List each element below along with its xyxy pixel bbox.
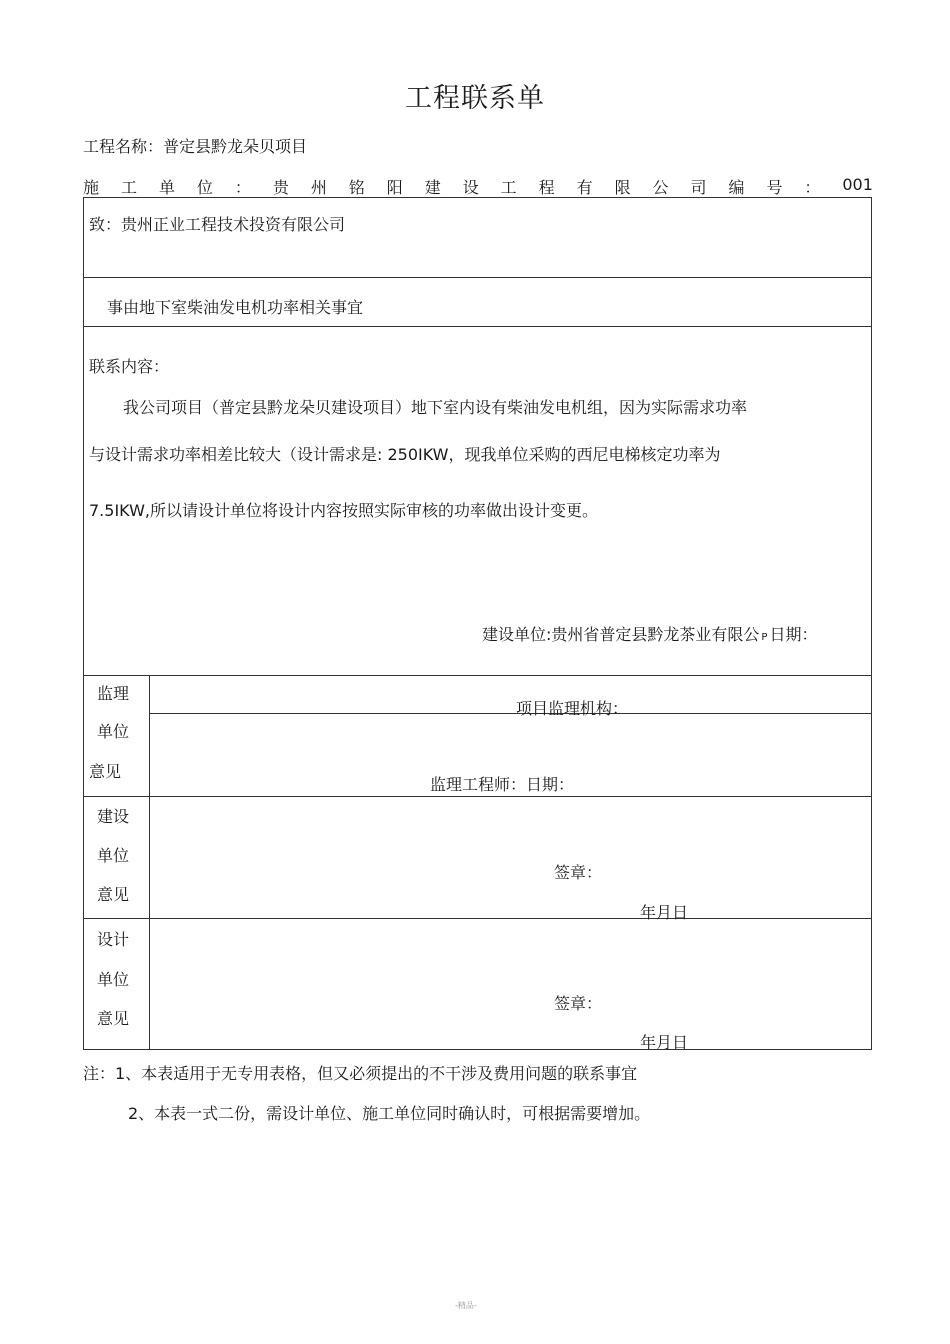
unit-char: 阳 (386, 178, 403, 197)
footer-mark: -精品- (455, 1301, 477, 1310)
row-divider (83, 326, 872, 327)
unit-char: 铭 (348, 178, 365, 197)
construction-label-line: 意见 (97, 885, 130, 904)
construction-label-line: 建设 (97, 807, 130, 826)
table-border-left (83, 197, 84, 1050)
unit-char: 建 (424, 178, 441, 197)
table-border-bottom (83, 1049, 872, 1050)
subject: 事由地下室柴油发电机功率相关事宜 (107, 298, 364, 317)
unit-char: 贵 (272, 178, 289, 197)
document-number: 001 (842, 175, 873, 194)
signature-p: P (761, 632, 768, 643)
page-title: 工程联系单 (405, 83, 545, 114)
recipient: 致：贵州正业工程技术投资有限公司 (89, 215, 346, 234)
note-1: 注：1、本表适用于无专用表格，但又必须提出的不干涉及费用问题的联系事宜 (83, 1064, 638, 1083)
design-label-line: 意见 (97, 1009, 130, 1028)
project-name: 工程名称：普定县黔龙朵贝项目 (83, 137, 308, 156)
signature-date: 日期： (769, 625, 818, 644)
unit-char: 限 (614, 178, 631, 197)
unit-char: 州 (310, 178, 327, 197)
row-divider (83, 918, 872, 919)
content-line: 我公司项目（普定县黔龙朵贝建设项目）地下室内设有柴油发电机组，因为实际需求功率 (123, 398, 748, 417)
row-divider (83, 796, 872, 797)
supervision-engineer-date: 监理工程师：日期： (430, 775, 575, 794)
design-date: 年月日 (640, 1033, 689, 1052)
unit-char: 司 (690, 178, 707, 197)
design-seal: 签章： (554, 994, 603, 1013)
label-column-divider (149, 675, 150, 1050)
unit-char: 有 (576, 178, 593, 197)
row-divider (83, 675, 872, 676)
note-2: 2、本表一式二份，需设计单位、施工单位同时确认时，可根据需要增加。 (128, 1104, 651, 1123)
unit-char: 工 (120, 178, 137, 197)
table-border-top (83, 197, 872, 198)
unit-char: 工 (500, 178, 517, 197)
construction-date: 年月日 (640, 903, 689, 922)
unit-char: 编 (728, 178, 745, 197)
content-signature (482, 622, 817, 645)
unit-char: ： (234, 178, 251, 197)
supervision-label-line: 监理 (97, 684, 130, 703)
unit-char: 程 (538, 178, 555, 197)
supervision-label-line: 意见 (89, 762, 122, 781)
construction-seal: 签章： (554, 863, 603, 882)
signature-unit: 建设单位:贵州省普定县黔龙茶业有限公 (482, 625, 760, 644)
unit-char: 设 (462, 178, 479, 197)
unit-char: ： (804, 178, 821, 197)
construction-unit-line (83, 175, 873, 198)
design-label-line: 设计 (97, 930, 130, 949)
content-line: 与设计需求功率相差比较大（设计需求是: 250IKW，现我单位采购的西尼电梯核定功率为 (89, 445, 721, 464)
unit-char: 施 (83, 178, 100, 197)
construction-label-line: 单位 (97, 846, 130, 865)
content-label: 联系内容： (89, 357, 170, 376)
unit-char: 位 (196, 178, 213, 197)
supervision-org: 项目监理机构： (516, 699, 629, 718)
content-line: 7.5IKW,所以请设计单位将设计内容按照实际审核的功率做出设计变更。 (89, 501, 598, 520)
unit-char: 公 (652, 178, 669, 197)
row-divider (149, 713, 872, 714)
unit-char: 号 (766, 178, 783, 197)
unit-char: 单 (158, 178, 175, 197)
design-label-line: 单位 (97, 970, 130, 989)
supervision-label-line: 单位 (97, 722, 130, 741)
table-border-right (871, 197, 872, 1050)
row-divider (83, 277, 872, 278)
